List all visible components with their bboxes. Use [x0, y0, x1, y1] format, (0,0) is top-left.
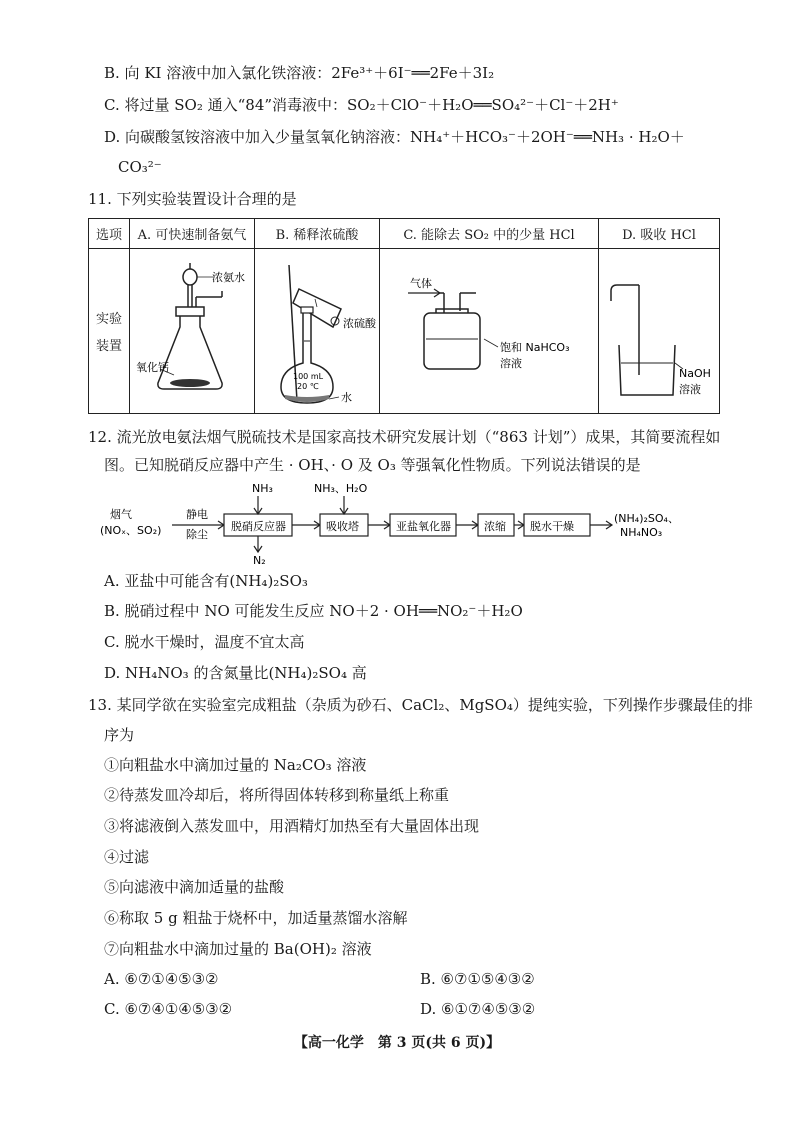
apparatus-a [130, 249, 255, 414]
q12-option-c: C. 脱水干燥时，温度不宜太高 [104, 633, 305, 651]
q12-option-a: A. 亚盐中可能含有(NH₄)₂SO₃ [104, 572, 308, 590]
flow-n2-out: N₂ [253, 554, 266, 566]
q12-option-d: D. NH₄NO₃ 的含氮量比(NH₄)₂SO₄ 高 [104, 664, 367, 682]
flow-box-oxidizer: 亚盐氧化器 [396, 520, 451, 533]
process-flow-diagram [100, 480, 740, 566]
q13-option-d: D. ⑥①⑦④⑤③② [420, 1000, 536, 1018]
flow-product-1: (NH₄)₂SO₄、 [614, 512, 679, 525]
q12-stem-2: 图。已知脱硝反应器中产生 · OH、· O 及 O₃ 等强氧化性物质。下列说法错误的是 [104, 456, 641, 474]
flow-nh3-h2o: NH₃、H₂O [314, 482, 368, 495]
flow-box-dry: 脱水干燥 [530, 520, 574, 533]
table-corner: 选项 [89, 219, 130, 249]
q10-option-b: B. 向 KI 溶液中加入氯化铁溶液：2Fe³⁺＋6I⁻══2Fe＋3I₂ [104, 64, 495, 82]
header-a: A. 可快速制备氨气 [130, 219, 255, 249]
header-c: C. 能除去 SO₂ 中的少量 HCl [380, 219, 599, 249]
label-ammonia: 浓氨水 [212, 271, 245, 284]
label-flask-volume: 100 mL [293, 372, 324, 381]
header-b: B. 稀释浓硫酸 [255, 219, 380, 249]
label-cao: 氧化钙 [136, 361, 169, 374]
q13-step-4: ④过滤 [104, 848, 150, 866]
flow-product-2: NH₄NO₃ [620, 526, 663, 539]
gas-wash-bottle-diagram [380, 251, 598, 411]
flow-elec-2: 除尘 [186, 528, 208, 541]
q13-option-a: A. ⑥⑦①④⑤③② [104, 970, 219, 988]
label-nahco3: 饱和 NaHCO₃ [500, 341, 570, 354]
label-c-solution: 溶液 [500, 357, 522, 370]
flow-flue: 烟气 [110, 508, 132, 521]
label-naoh: NaOH [679, 367, 711, 380]
label-water: 水 [341, 391, 352, 404]
q13-step-7: ⑦向粗盐水中滴加过量的 Ba(OH)₂ 溶液 [104, 940, 372, 958]
flow-elec-1: 静电 [186, 508, 208, 521]
label-gas: 气体 [410, 277, 432, 290]
label-flask-temp: 20 ℃ [297, 382, 319, 391]
apparatus-b [255, 249, 380, 414]
apparatus-c [380, 249, 599, 414]
label-conc-acid: 浓硫酸 [343, 317, 376, 330]
flow-nh3-in: NH₃ [252, 482, 273, 495]
apparatus-table [88, 218, 720, 414]
row-label-2: 装置 [95, 339, 122, 354]
q13-step-3: ③将滤液倒入蒸发皿中，用酒精灯加热至有大量固体出现 [104, 817, 480, 835]
flow-box-absorber: 吸收塔 [326, 520, 359, 533]
q12-stem-1: 12. 流光放电氨法烟气脱硫技术是国家高技术研究发展计划（“863 计划”）成果，其简要流程如 [88, 428, 721, 446]
q10-option-c: C. 将过量 SO₂ 通入“84”消毒液中：SO₂＋ClO⁻＋H₂O══SO₄²⁻＋Cl⁻＋2H⁺ [104, 96, 619, 114]
q10-option-d: D. 向碳酸氢铵溶液中加入少量氢氧化钠溶液：NH₄⁺＋HCO₃⁻＋2OH⁻══NH₃ · H₂O＋ [104, 128, 685, 146]
q12-option-b: B. 脱硝过程中 NO 可能发生反应 NO＋2 · OH══NO₂⁻＋H₂O [104, 602, 523, 620]
header-d: D. 吸收 HCl [599, 219, 720, 249]
q11-stem: 11. 下列实验装置设计合理的是 [88, 190, 297, 208]
q13-stem-1: 13. 某同学欲在实验室完成粗盐（杂质为砂石、CaCl₂、MgSO₄）提纯实验，下列操作步骤最佳的排 [88, 696, 753, 714]
q10-option-d-cont: CO₃²⁻ [118, 158, 162, 176]
volumetric-flask-diagram [255, 251, 379, 411]
ammonia-flask-diagram [130, 251, 254, 411]
apparatus-d [599, 249, 720, 414]
label-d-solution: 溶液 [679, 383, 701, 396]
q13-step-6: ⑥称取 5 g 粗盐于烧杯中，加适量蒸馏水溶解 [104, 909, 408, 927]
q13-option-b: B. ⑥⑦①⑤④③② [420, 970, 535, 988]
q13-step-1: ①向粗盐水中滴加过量的 Na₂CO₃ 溶液 [104, 756, 367, 774]
beaker-absorb-diagram [599, 251, 719, 411]
q13-step-5: ⑤向滤液中滴加适量的盐酸 [104, 878, 285, 896]
flow-box-denitration: 脱硝反应器 [231, 520, 286, 533]
q13-step-2: ②待蒸发皿冷却后，将所得固体转移到称量纸上称重 [104, 786, 450, 804]
page-footer: 【高一化学 第 3 页(共 6 页)】 [293, 1035, 501, 1051]
flow-flue-gases: (NOₓ、SO₂) [100, 524, 162, 537]
flow-box-concentrate: 浓缩 [484, 520, 506, 533]
q13-option-c: C. ⑥⑦④①④⑤③② [104, 1000, 233, 1018]
q13-stem-2: 序为 [104, 726, 135, 744]
row-label-1: 实验 [95, 312, 122, 327]
row-label [89, 249, 130, 414]
